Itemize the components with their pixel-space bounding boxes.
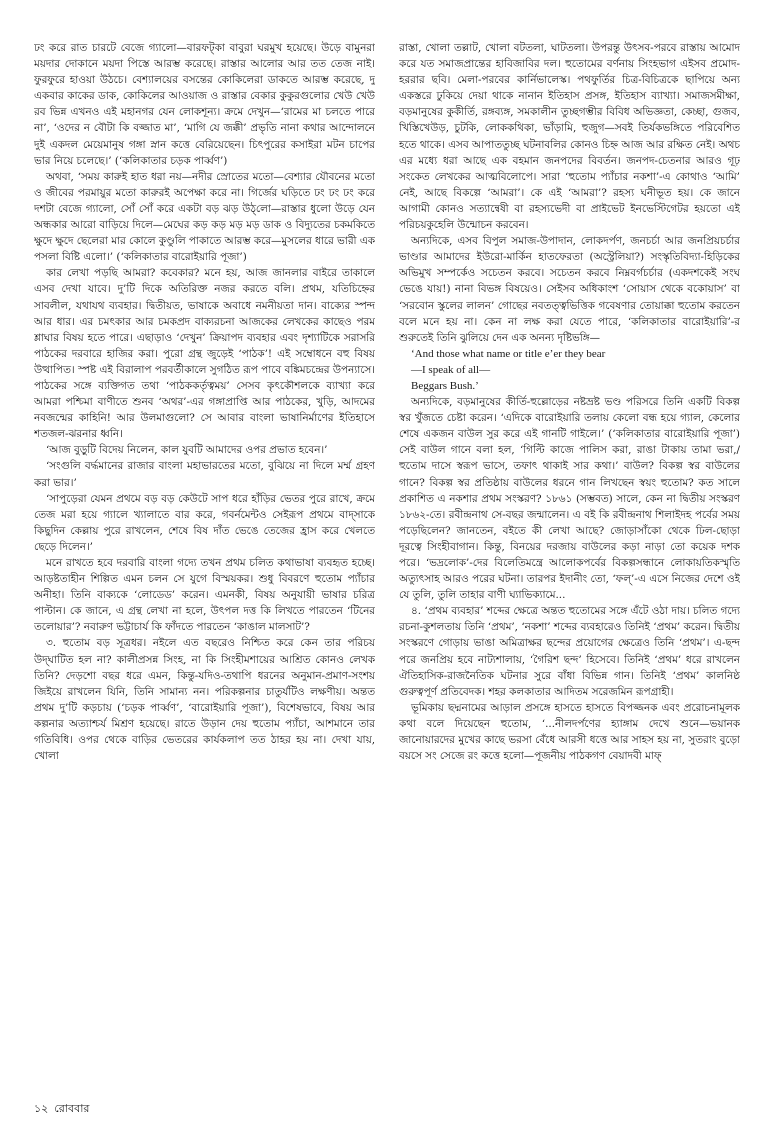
publication-name: রোববার xyxy=(54,1102,90,1115)
page-number: ১২ xyxy=(34,1102,49,1115)
paragraph: ‘সংগুলি বর্দ্ধমানের রাজার বাংলা মহাভারতের মতো, বুঝিয়ে না দিলে মর্ম্ম গ্রহণ করা ভার।’ xyxy=(34,460,375,489)
paragraph: অন্যদিকে, বড়মানুষের কীর্তি-হুল্লোড়ের নষ্টভ্রষ্ট ভণ্ড পরিসরে তিনি একটি বিকল্প স্বর খুঁজতে চেষ্টা করেন। ‘এদিকে বারোইয়ারি তলায় কেলো বন্ধ হয়ে গ্যাল, কেলোর শেষে একজন বাউল সুর করে এই গানটি গাইলে।’ (‘কলিকাতার বারোইয়ারি পূজা’) সেই বাউল গানে বলা হল, ‘গিল্টি কাজে পালিস করা, রাঙা টাকায় তামা ভরা,/হুতোম দাসে স্বরূপ ভাসে, তফাৎ থাকাই সার কথা।’ বাউল? বিকল্প স্বর বাউলের গানে? বিকল্প স্বর প্রতিষ্ঠায় বাউলের ধরনে গান লিখছেন স্বয়ং হুতোম? কত সালে প্রকাশিত এ নকশার প্রথম সংস্করণ? ১৮৬১ (সম্ভবত) সালে, কেন না দ্বিতীয় সংস্করণ ১৮৬২-তে। রবীন্দ্রনাথ সে-বছর জন্মালেন। এ বই কি রবীন্দ্রনাথ শিলাইদহ পর্বের সময় পড়েছিলেন? জানতেন, বইতে কী লেখা আছে? জোড়াসাঁকো থেকে ঢিল-ছোড়া দূরত্বে সিংহীবাগান। কিন্তু, বিনয়ের দরজায় বাউলের কড়া নাড়া তো কয়েক দশক পরে। ‘ভদ্রলোক’-দের বিলেতিমন্ত্রে আলোকপর্বের বিকল্পসন্ধানে লোকায়তিকস্মৃতি অত্যুৎসাহ আরও পরের ঘটনা। তারপর ইদানীং তো, ‘ফল্’-এ এসে নিজের দেশে ওই যে তুলি, তুলি তাহার বাণী ঘ্যাভিক্যামে... xyxy=(399,396,740,602)
paragraph: ‘And those what name or title e’er they bear xyxy=(411,347,606,360)
paragraph: ‘আজ বুড়ুটি বিদেয় নিলেন, কাল যুবটি আমাদের ওপর প্রভাত হবেন।’ xyxy=(46,444,328,457)
paragraph: ঢং করে রাত চারটে বেজে গ্যালো—বারফট্কা বাবুরা ঘরমুখ হয়েছে। উড়ে বামুনরা ময়দার দোকানে ময়দা পিস্তে আরম্ভ করেছে। রাস্তার আলোর আর তত তেজ নাই। ফুরফুরে হাওয়া উঠচে। বেশ্যালয়ের বসন্তের কোকিলেরা ডাকতে আরম্ভ করেছে, দু একবার কাকের ডাক, কোকিলের আওয়াজ ও রাস্তার বেকার কুকুরগুলোর খেউ খেউ রব ভিন্ন এখনও এই মহানগর যেন লোকশূন্য। ক্রমে দেখুন—‘রামের মা চলতে পারে না’, ‘ওদের ন বৌটা কি বজ্জাত মা’, ‘মাগি যে জক্কী’ প্রভৃতি নানা কথার আন্দোলনে দুই একদল মেয়েমানুষ গঙ্গা স্নান কত্তে বেরিয়েছেন। চিৎপুরের কসাইরা মটন চাপের ভার নিয়ে চলেছে।’ (‘কলিকাতার চড়ক পার্ব্বণ’) xyxy=(34,42,375,167)
paragraph: Beggars Bush.’ xyxy=(411,379,479,392)
right-column xyxy=(399,40,740,1100)
left-column xyxy=(34,40,375,1100)
paragraph: —I speak of all— xyxy=(411,363,491,376)
paragraph: রাস্তা, খোলা তল্লাট, খোলা বটতলা, ঘাটতলা। উপরন্তু উৎসব-পরবে রাস্তায় আমোদ করে যত সমাজপ্রান্তের হাবিজাবির দল। হুতোমের বর্ণনায় সিংহভাগ এইসব প্রমোদ-হররার ছবি। মেলা-পরবের কার্নিভালেস্ক। পথফুর্তির চিত্র-বিচিত্রকে ছাপিয়ে অন্য একস্তরে ঢুকিয়ে দেয়া থাকে নানান ইতিহাস প্রসঙ্গ, ইতিহাস ব্যাখ্যা। সমাজসমীক্ষা, বড়মানুষের কুকীর্তি, রঙ্গব্যঙ্গ, সমকালীন তুচ্ছগম্ভীর বিবিধ অভিজ্ঞতা, কেচ্ছা, গুজব, খিস্তিখেউড়, চুটকি, লোককথিকা, ভাঁড়ামি, হুজুগ—সবই তির্যকভঙ্গিতে পরিবেশিত হতে থাকে। এসব আপাততুচ্ছ ঘটনাবলির কোনও চিহ্ন আজ আর রক্ষিত নেই। অথচ এর মধ্যে ধরা আছে এক বহমান জনপদের বিবর্তন। জনপদ-চেতনার আরও গূঢ় সংকেত লেখকের আত্মবিলোপে। সারা ‘হুতোম প্যাঁচার নকশা’-এ কোথাও ‘আমি’ নেই, আছে বিকল্পে ‘আমরা’। কে এই ‘আমরা’? রহস্য ঘনীভূত হয়। কে জানে আগামী কোনও সত্যান্বেষী বা রহস্যভেদী বা প্রাইভেট ইনভেস্টিগেটর হয়তো এই পরিচয়কুহেলি উন্মোচন করবেন। xyxy=(399,42,740,232)
article-page xyxy=(34,40,740,1100)
paragraph: কার লেখা পড়ছি আমরা? কবেকার? মনে হয়, আজ জানলার বাইরে তাকালে এসব দেখা যাবে। দু’টি দিকে অতিরিক্ত নজর করতে বলি। প্রথম, যতিচিহ্নের সাবলীল, যথাযথ ব্যবহার। দ্বিতীয়ত, ভাষাকে অবাধে নমনীয়তা দান। বাক্যের স্পন্দ আর ধার। এর চমৎকার আর চমকপ্রদ বাক্যরচনা আজকের লেখকের কাছেও পরম শ্লাঘার বিষয় হতে পারে। এছাড়াও ‘দেখুন’ ক্রিয়াপদ ব্যবহার এবং দৃশ্যাটিকে সরাসরি পাঠকের দরবারে হাজির করা। পুরো গ্রন্থ জুড়েই ‘পাঠক’! এই সম্বোধনে বহু বিষয় উত্থাপিত। স্পষ্ট এই বিরালাপ পরবর্তীকালে সুগঠিত রূপ পাবে বঙ্কিমচন্দ্রের উপন্যাসে। পাঠকের সঙ্গে ব্যক্তিগত তথা ‘পাঠককর্তৃত্বময়’ সেসব কৃৎকৌশলকে ব্যাখ্যা করে আমরা পশ্চিমা বাণীতে শুনব ‘অথর’-এর গঙ্গাপ্রাপ্তি আর পাঠকের, খুড়ি, আদমের নবজন্মের কাহিনি! আর উলমাগুলো? সে আবার বাংলা ভাষানির্মাণের ইতিহাসে শতজল-ঝরনার ধ্বনি। xyxy=(34,267,375,441)
paragraph: মনে রাখতে হবে দরবারি বাংলা গদ্যে তখন প্রথম চলিত কথাভাষা ব্যবহৃত হচ্ছে। আড়ষ্টতাহীন শিল্পিত এমন চলন সে যুগে বিস্ময়কর। শুধু বিবরণে হুতোম প্যাঁচার অনীহা। তিনি বাক্যকে ‘লোডেড’ করেন। এমনকী, বিষয় অনুযায়ী ভাষার চরিত্র পাল্টান। কে জানে, এ গ্রন্থ লেখা না হলে, উৎপল দত্ত কি লিখতে পারতেন ‘টিনের তলোয়ার’? নবারুণ ভট্টাচার্য কি ফাঁদতে পারতেন ‘কাঙাল মালসাট’? xyxy=(34,557,375,634)
paragraph: অন্যদিকে, এসব বিপুল সমাজ-উপাদান, লোকদর্পণ, জনচর্চা আর জনপ্রিয়চর্চার ভাণ্ডার আমাদের ইউরো-মার্কিন হাতফেরতা (অস্ট্রেলিয়া?) সংস্কৃতিবিদ্যা-হিড়িকের অভিমুখ সম্পর্কেও সচেতন করবে। সচেতন করবে নিম্নবর্গচর্চার (একদশকেই সংঘ ভেঙে যায়!) নানা বিভঙ্গ বিষয়েও। সেইসব অধিকাংশ ‘সোয়াস থেকে বকোয়াস’ বা ‘সরবোন স্কুলের লালন’ গোছের নবতত্ত্বভিত্তিক গবেষণার তোয়াক্কা হুতোম করতেন বলে মনে হয় না। কেন না লক্ষ করা যেতে পারে, ‘কলিকাতার বারোইয়ারি’-র শুরুতেই তিনি ঝুলিয়ে দেন এক অনন্য দৃষ্টিভঙ্গি— xyxy=(399,235,740,344)
paragraph: ভূমিকায় ছদ্মনামের আড়াল প্রসঙ্গে হাসতে হাসতে বিপজ্জনক এবং প্ররোচনামূলক কথা বলে দিয়েছেন হুতোম, ‘...নীলদর্পণের হ্যাঙ্গাম দেখে শুনে—ভয়ানক জানোয়ারদের মুখের কাছে ভরসা বেঁধে আরসী ধত্তে আর সাহস হয় না, সুতরাং বুড়ো বয়সে সং সেজে রং কত্তে হলো—পূজনীয় পাঠকগণ বেয়াদবী মাফ্ xyxy=(399,701,740,763)
page-footer xyxy=(34,1102,90,1116)
paragraph: অথবা, ‘সময় কারুই হাত ধরা নয়—নদীর স্রোতের মতো—বেশ্যার যৌবনের মতো ও জীবের পরমায়ুর মতো কারুরই অপেক্ষা করে না। গির্জের ঘড়িতে ঢং ঢং ঢং করে দশটা বেজে গ্যালো, সোঁ সোঁ করে একটা বড় ঝড় উঠ্‌লো—রাস্তার ধুলো উড়ে যেন অন্ধকার আরো বাড়িয়ে দিলে—মেঘের কড় কড় মড় মড় ডাক ও বিদ্যুতের চকমকিতে ক্ষুদে ক্ষুদে ছেলেরা মার কোলে কুণ্ডুলি পাকাতে আরম্ভ করে—মুসলের ধারে ভারী এক পসলা বিষ্টি এলো।’ (‘কলিকাতার বারোইয়ারি পূজা’) xyxy=(34,170,375,264)
paragraph: ‘সাপুড়েরা যেমন প্রথমে বড় বড় কেউটে সাপ ধরে হাঁড়ির ভেতর পুরে রাখে, ক্রমে তেজ মরা হয়ে গ্যালে খ্যালাতে বার করে, গবর্নমেন্টও সেইরূপ প্রথমে বাদ্সাকে কিছুদিন কেল্লায় পুরে রাখলেন, শেষে বিষ দাঁত ভেঙে তেজের হ্রাস করে খেলতে ছেড়ে দিলেন।’ xyxy=(34,492,375,553)
paragraph: ৪. ‘প্রথম ব্যবহার’ শব্দের ক্ষেত্রে অন্তত হুতোমের সঙ্গে এঁটে ওঠা দায়। চলিত গদ্যে রচনা-কুশলতায় তিনি ‘প্রথম’, ‘নকশা’ শব্দের ব্যবহারেও তিনিই ‘প্রথম’ করেন। দ্বিতীয় সংস্করণে গোড়ায় ভাঙা অমিত্রাক্ষর ছন্দের প্রয়োগের ক্ষেত্রেও তিনি ‘প্রথম’। এ-ছন্দ পরে জনপ্রিয় হবে নাট্যশালায়, ‘গৈরিশ ছন্দ’ হিসেবে। তিনিই ‘প্রথম’ ধরে রাখলেন ঐতিহাসিক-রাজনৈতিক ঘটনার সুরে বাঁধা বিভিন্ন গান। তিনিই ‘প্রথম’ কালনিষ্ঠ গুরুত্বপূর্ণ প্রতিবেদক। শহর কলকাতার আদিতম সরেজমিন রূপগ্রাহী। xyxy=(399,605,740,698)
paragraph: ৩. হুতোম বড় সূত্রধর। নইলে এত বছরেও নিশ্চিত করে কেন তার পরিচয় উদ্‌ঘাটিত হল না? কালীপ্রসন্ন সিংহ, না কি সিংহীমশায়ের আশ্রিত কোনও লেখক তিনি? দেড়শো বছর ধরে এমন, কিন্তু-যদিও-তথাপি ধরনের অনুমান-প্রমাণ-সংশয় জিইয়ে রাখলেন যিনি, তিনি সামান্য নন। পরিকল্পনার চাতুর্যটিও লক্ষণীয়। অন্তত প্রথম দু’টি কড়চায় (‘চড়ক পার্ব্বণ’, ‘বারোইয়ারি পূজা’), বিশেষভাবে, বিষয় আর কল্পনার অত্যাশ্চর্য মিশ্রণ হয়েছে। রাতে উড়ান দেয় হুতোম প্যাঁচা, আশমানে তার গতিবিধি। ওপর থেকে বাড়ির ভেতরের কার্যকলাপ তত ঠাহর হয় না। দেখা যায়, খোলা xyxy=(34,637,375,763)
